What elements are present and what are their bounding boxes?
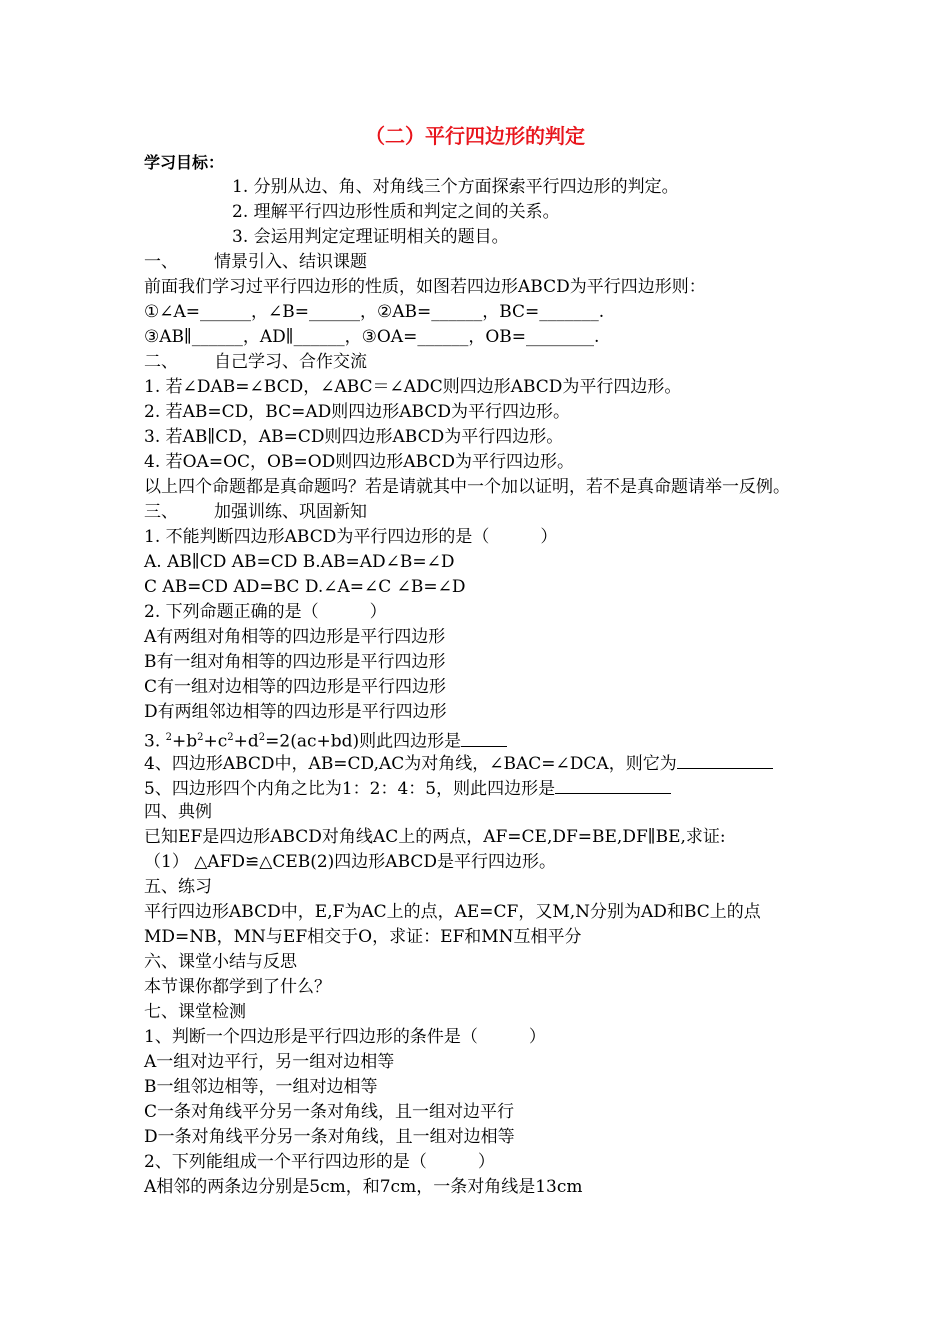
paragraph: （1） △AFD≌△CEB(2)四边形ABCD是平行四边形。	[144, 852, 557, 872]
list-item: 4. 若OA=OC，OB=OD则四边形ABCD为平行四边形。	[144, 452, 574, 472]
section-heading: 五、练习	[144, 877, 212, 897]
question: 1、判断一个四边形是平行四边形的条件是（ ）	[144, 1027, 546, 1047]
option: D有两组邻边相等的四边形是平行四边形	[144, 702, 447, 722]
option: B有一组对角相等的四边形是平行四边形	[144, 652, 446, 672]
option-row: C AB=CD AD=BC D.∠A=∠C ∠B=∠D	[144, 577, 466, 597]
section-heading: 七、课堂检测	[144, 1002, 246, 1022]
paragraph: 平行四边形ABCD中，E,F为AC上的点，AE=CF，又M,N分别为AD和BC上的点MD=NB，MN与EF相交于O，求证：EF和MN互相平分	[144, 902, 761, 947]
option: C一条对角线平分另一条对角线，且一组对边平行	[144, 1102, 515, 1122]
question: 3. $^2+b^2+c^2+d^2=2(ac+bd)$则此四边形是	[144, 725, 824, 750]
option: A相邻的两条边分别是5cm，和7cm，一条对角线是13cm	[144, 1177, 583, 1197]
list-item: 3. 若AB∥CD，AB=CD则四边形ABCD为平行四边形。	[144, 427, 564, 447]
section-heading: 四、典例	[144, 802, 212, 822]
question: 1. 不能判断四边形ABCD为平行四边形的是（ ）	[144, 527, 558, 547]
option-row: A. AB∥CD AB=CD B.AB=AD∠B=∠D	[144, 552, 455, 572]
option: A一组对边平行，另一组对边相等	[144, 1052, 395, 1072]
goal-item: 3. 会运用判定定理证明相关的题目。	[232, 227, 509, 247]
question: 5、四边形四个内角之比为1：2：4：5，则此四边形是	[144, 775, 824, 800]
answer-blank	[555, 775, 671, 794]
section-heading: 六、课堂小结与反思	[144, 952, 297, 972]
document-body	[144, 150, 824, 1200]
goal-item: 1. 分别从边、角、对角线三个方面探索平行四边形的判定。	[232, 177, 679, 197]
option: B一组邻边相等，一组对边相等	[144, 1077, 378, 1097]
document-title: （二）平行四边形的判定	[365, 124, 585, 148]
question: 2、下列能组成一个平行四边形的是（ ）	[144, 1152, 495, 1172]
fill-in-row: ①∠A=______，∠B=______，②AB=______，BC=_______.	[144, 302, 605, 322]
goals-heading: 学习目标：	[144, 153, 225, 172]
question: 2. 下列命题正确的是（ ）	[144, 602, 387, 622]
answer-blank	[677, 750, 773, 769]
list-item: 2. 若AB=CD，BC=AD则四边形ABCD为平行四边形。	[144, 402, 570, 422]
option: D一条对角线平分另一条对角线，且一组对边相等	[144, 1127, 515, 1147]
section-heading: 三、 加强训练、巩固新知	[144, 502, 367, 522]
paragraph: 以上四个命题都是真命题吗？若是请就其中一个加以证明，若不是真命题请举一反例。	[144, 477, 790, 497]
option: C有一组对边相等的四边形是平行四边形	[144, 677, 447, 697]
paragraph: 本节课你都学到了什么？	[144, 977, 331, 997]
fill-in-row: ③AB∥______，AD∥______，③OA=______，OB=________.	[144, 327, 600, 347]
section-heading: 二、 自己学习、合作交流	[144, 352, 367, 372]
paragraph: 前面我们学习过平行四边形的性质，如图若四边形ABCD为平行四边形则：	[144, 277, 706, 297]
list-item: 1. 若∠DAB=∠BCD，∠ABC＝∠ADC则四边形ABCD为平行四边形。	[144, 377, 682, 397]
question: 4、四边形ABCD中，AB=CD,AC为对角线，∠BAC=∠DCA，则它为	[144, 750, 824, 775]
paragraph: 已知EF是四边形ABCD对角线AC上的两点，AF=CE,DF=BE,DF∥BE,求证:	[144, 827, 726, 847]
answer-blank	[461, 728, 507, 747]
option: A有两组对角相等的四边形是平行四边形	[144, 627, 446, 647]
section-heading: 一、 情景引入、结识课题	[144, 252, 367, 272]
goal-item: 2. 理解平行四边形性质和判定之间的关系。	[232, 202, 560, 222]
